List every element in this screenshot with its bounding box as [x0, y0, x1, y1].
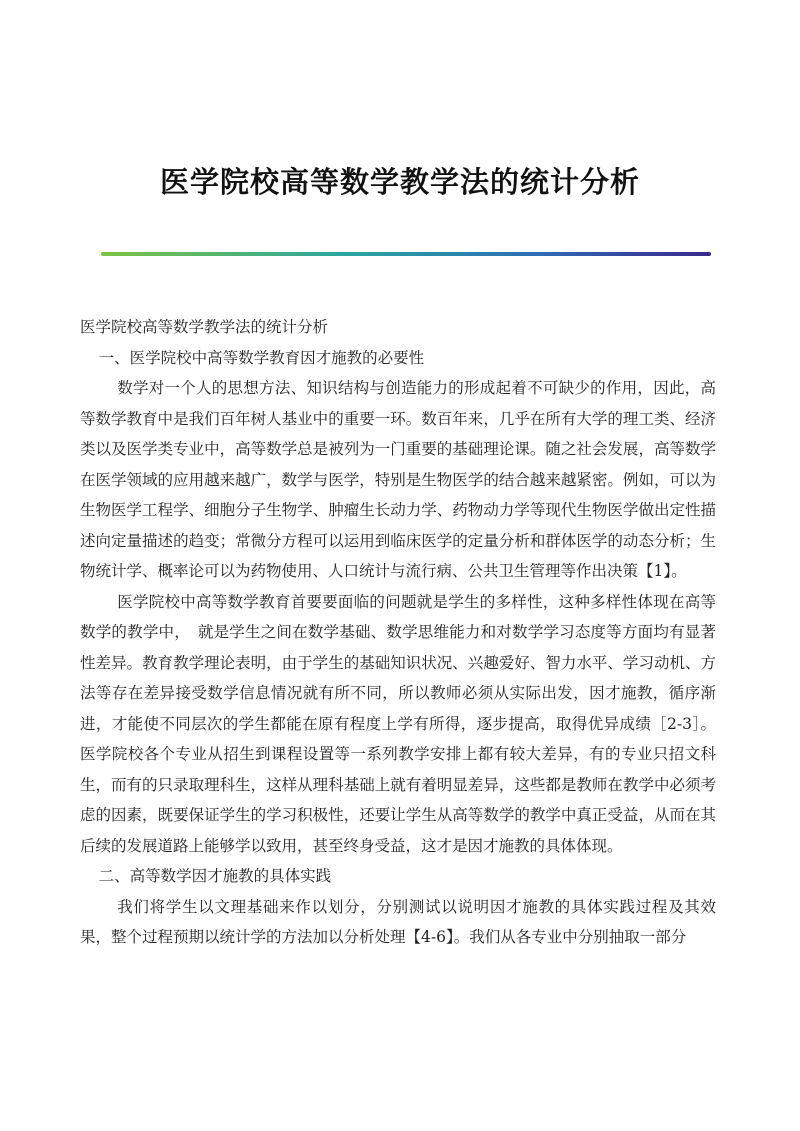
document-subtitle: 医学院校高等数学教学法的统计分析 [80, 318, 329, 336]
title-divider [101, 252, 711, 256]
page-title: 医学院校高等数学教学法的统计分析 [159, 165, 640, 199]
paragraph-1: 数学对一个人的思想方法、知识结构与创造能力的形成起着不可缺少的作用，因此，高等数学教育中是我们百年树人基业中的重要一环。数百年来，几乎在所有大学的理工类、经济类以及医学类专业中，高等数学总是被列为一门重要的基础理论课。随之社会发展，高等数学在医学领域的应用越来越广，数学与医学，特别是生物医学的结合越来越紧密。例如，可以为生物医学工程学、细胞分子生物学、肿瘤生长动力学、药物动力学等现代生物医学做出定性描述向定量描述的趋变；常微分方程可以运用到临床医学的定量分析和群体医学的动态分析；生物统计学、概率论可以为药物使用、人口统计与流行病、公共卫生管理等作出决策【1】。 [80, 379, 716, 580]
paragraph-2: 医学院校中高等数学教育首要要面临的问题就是学生的多样性，这种多样性体现在高等数学的教学中， 就是学生之间在数学基础、数学思维能力和对数学学习态度等方面均有显著性差异。教育教学理论表明，由于学生的基础知识状况、兴趣爱好、智力水平、学习动机、方法等存在差异接受数学信息情况就有所不同，所以教师必须从实际出发，因才施教，循序渐进，才能使不同层次的学生都能在原有程度上学有所得，逐步提高，取得优异成绩［2-3］。医学院校各个专业从招生到课程设置等一系列教学安排上都有较大差异，有的专业只招文科生，而有的只录取理科生，这样从理科基础上就有着明显差异，这些都是教师在教学中必须考虑的因素，既要保证学生的学习积极性，还要让学生从高等数学的教学中真正受益，从而在其后续的发展道路上能够学以致用，甚至终身受益，这才是因才施教的具体体现。 [80, 592, 716, 855]
paragraph-3: 我们将学生以文理基础来作以划分，分别测试以说明因才施教的具体实践过程及其效果，整个过程预期以统计学的方法加以分析处理【4-6】。我们从各专业中分别抽取一部分 [80, 897, 716, 946]
document-body [80, 312, 716, 953]
section-heading-2: 二、高等数学因才施教的具体实践 [98, 867, 332, 885]
section-heading-1: 一、医学院校中高等数学教育因才施教的必要性 [98, 348, 425, 367]
